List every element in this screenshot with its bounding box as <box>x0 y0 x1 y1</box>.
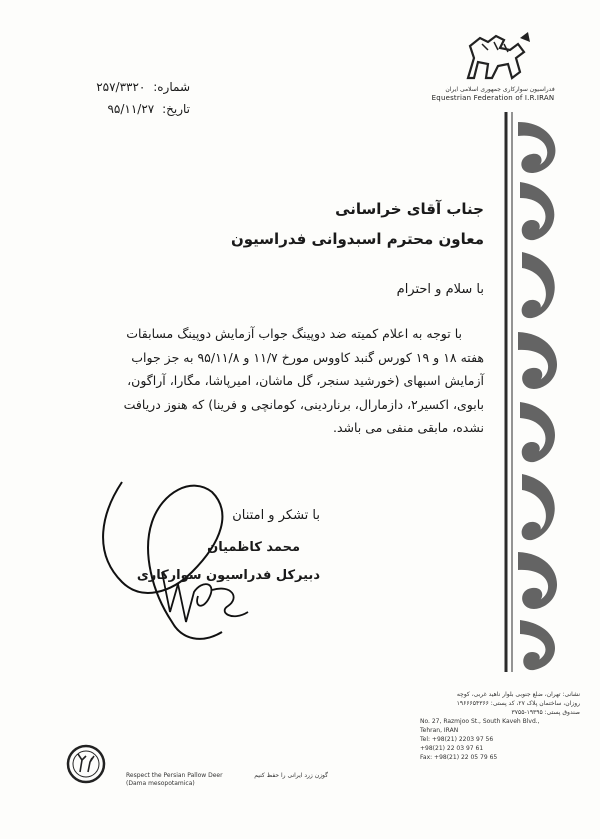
body-line: با توجه به اعلام کمیته ضد دوپینگ جواب آزمایش دوپینگ مسابقات <box>126 326 462 341</box>
number-value: ۲۵۷/۳۳۲۰ <box>96 80 146 94</box>
horse-logo-icon <box>458 28 538 84</box>
number-label: شماره: <box>153 80 190 94</box>
body-line: آزمایش اسبهای (خورشید سنجر، گل ماشان، امیرپاشا، مگارا، آراگون، <box>127 373 484 388</box>
signer-name: محمد کاظمیان <box>207 540 300 555</box>
contact-line: Tehran, IRAN <box>420 727 459 734</box>
contact-line: صندوق پستی: ۱۹۳۹۵-۳۷۵۵ <box>511 709 580 716</box>
contact-line: +98(21) 22 03 97 61 <box>420 745 484 752</box>
closing: با تشکر و امتنان <box>232 508 320 523</box>
footer-line: (Dama mesopotamica) <box>126 780 195 787</box>
body-line: بابوی، اکسیر۲، دازمارال، برناردینی، کومانچی و فرینا) که هنوز دریافت <box>123 396 484 412</box>
recipient-line-1: جناب آقای خراسانی <box>335 200 484 218</box>
date-value: ۹۵/۱۱/۲۷ <box>107 102 155 116</box>
contact-line: نشانی: تهران، ضلع جنوبی بلوار ناهید غربی، کوچه <box>456 691 580 698</box>
contact-line: No. 27, Razmjoo St., South Kaveh Blvd., <box>420 718 540 725</box>
handwritten-signature <box>82 472 282 652</box>
contact-line: Fax: +98(21) 22 05 79 65 <box>420 754 498 761</box>
body-line: هفته ۱۸ و ۱۹ کورس گنبد کاووس مورخ ۱۱/۷ و ۹۵/۱۱/۸ به جز جواب <box>131 349 484 365</box>
footer-line: Respect the Persian Pallow Deer <box>126 772 223 779</box>
signature-block <box>90 508 320 648</box>
ornament-border <box>498 112 572 672</box>
logo-caption-persian: فدراسیون سوارکاری جمهوری اسلامی ایران <box>445 86 555 93</box>
body-line: نشده، مابقی منفی می باشد. <box>332 420 484 435</box>
contact-info <box>420 690 580 762</box>
letter-number-row <box>70 76 190 98</box>
signer-title: دبیرکل فدراسیون سوارکاری <box>136 568 320 583</box>
letter-date-row <box>70 98 190 120</box>
logo-caption-english: Equestrian Federation of I.R.IRAN <box>431 94 555 102</box>
body-paragraph <box>84 322 484 440</box>
letter-meta <box>70 76 190 120</box>
greeting: با سلام و احترام <box>396 282 484 297</box>
deer-emblem-icon <box>66 742 106 786</box>
contact-line: Tel: +98(21) 2203 97 56 <box>420 736 494 743</box>
recipient-line-2: معاون محترم اسبدوانی فدراسیون <box>230 230 484 248</box>
contact-line: روزان، ساختمان پلاک ۲۷، کد پستی: ۱۹۶۶۶۵۴۳۶۶ <box>456 700 580 707</box>
footer-conservation-persian: گوزن زرد ایرانی را حفظ کنیم <box>254 772 328 779</box>
date-label: تاریخ: <box>162 102 190 116</box>
